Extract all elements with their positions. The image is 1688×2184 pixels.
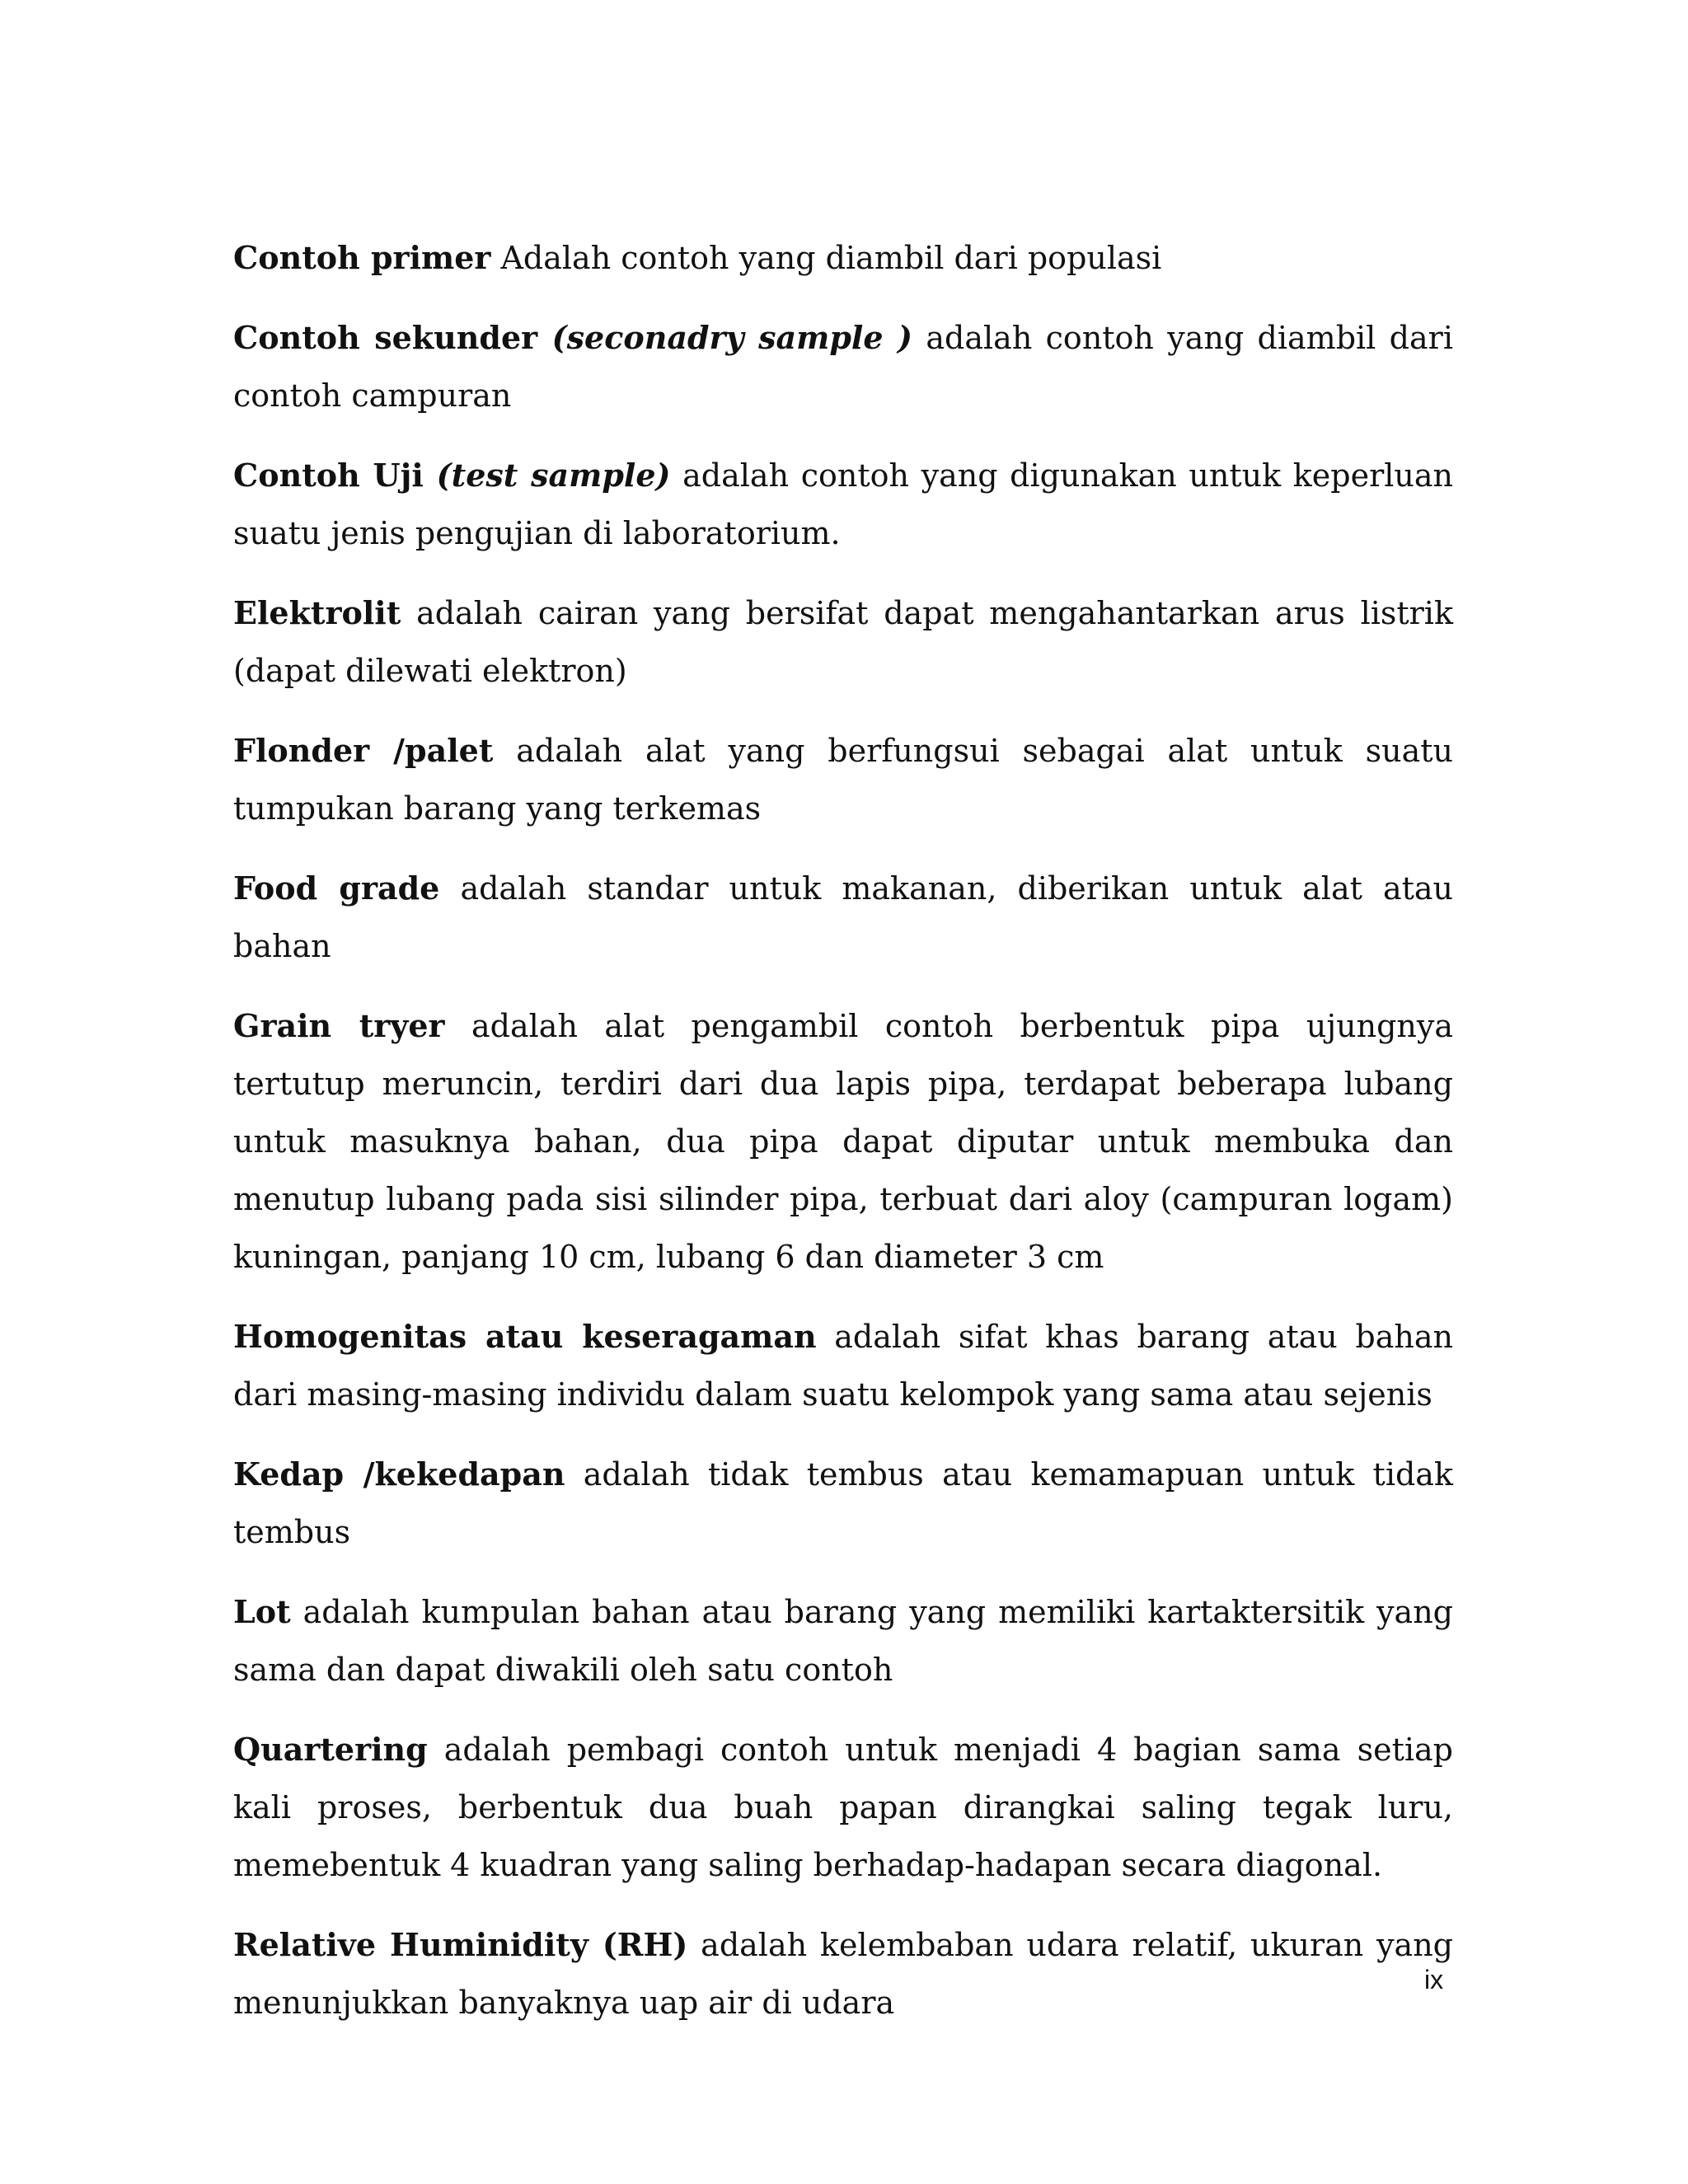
glossary-entry-elektrolit [233, 584, 1453, 700]
glossary-entry-quartering [233, 1721, 1453, 1894]
glossary-definition: adalah contoh yang digunakan untuk keperluan suatu jenis pengujian di laboratorium. [233, 457, 1453, 551]
glossary-definition: adalah sifat khas barang atau bahan dari masing-masing individu dalam suatu kelompok yang sama atau sejenis [233, 1319, 1453, 1413]
glossary-term: Contoh sekunder [233, 319, 552, 356]
glossary-entry-food-grade [233, 860, 1453, 975]
glossary-entry-contoh-sekunder [233, 309, 1453, 424]
glossary-term: Homogenitas atau keseragaman [233, 1318, 817, 1355]
glossary-definition: adalah kelembaban udara relatif, ukuran yang menunjukkan banyaknya uap air di udara [233, 1927, 1453, 2021]
glossary-definition: adalah cairan yang bersifat dapat mengahantarkan arus listrik (dapat dilewati elektron) [233, 595, 1453, 689]
glossary-entry-contoh-uji [233, 447, 1453, 562]
glossary-term: Contoh primer [233, 239, 491, 276]
glossary-definition: Adalah contoh yang diambil dari populasi [490, 240, 1162, 276]
glossary-term-italic: (seconadry sample ) [551, 319, 913, 356]
glossary-definition: adalah standar untuk makanan, diberikan untuk alat atau bahan [233, 870, 1453, 964]
glossary-entry-contoh-primer [233, 229, 1453, 287]
glossary-entry-relative-humidity [233, 1916, 1453, 2032]
glossary-term-italic: (test sample) [436, 457, 671, 494]
glossary [233, 229, 1453, 2054]
glossary-entry-lot [233, 1583, 1453, 1699]
page-number: ix [1424, 1965, 1444, 1994]
glossary-term: Kedap /kekedapan [233, 1455, 565, 1493]
glossary-term: Contoh Uji [233, 457, 437, 494]
glossary-definition: adalah kumpulan bahan atau barang yang memiliki kartaktersitik yang sama dan dapat diwakili oleh satu contoh [233, 1594, 1453, 1688]
glossary-term: Quartering [233, 1731, 428, 1768]
glossary-entry-flonder-palet [233, 722, 1453, 837]
glossary-entry-grain-tryer [233, 997, 1453, 1286]
glossary-entry-homogenitas [233, 1308, 1453, 1423]
glossary-definition: adalah alat yang berfungsui sebagai alat untuk suatu tumpukan barang yang terkemas [233, 733, 1453, 827]
glossary-definition: adalah alat pengambil contoh berbentuk pipa ujungnya tertutup meruncin, terdiri dari dua lapis pipa, terdapat beberapa lubang untuk masuknya bahan, dua pipa dapat diputar untuk membuka dan menutup lubang pada sisi silinder pipa, terbuat dari aloy (campuran logam) kuningan, panjang 10 cm, lubang 6 dan diameter 3 cm [233, 1008, 1454, 1275]
glossary-definition: adalah contoh yang diambil dari contoh campuran [233, 320, 1453, 414]
glossary-term: Relative Huminidity (RH) [233, 1926, 688, 1963]
glossary-term: Grain tryer [233, 1007, 445, 1044]
glossary-term: Elektrolit [233, 594, 401, 631]
glossary-entry-kedap [233, 1446, 1453, 1561]
glossary-term: Lot [233, 1593, 291, 1630]
glossary-definition: adalah pembagi contoh untuk menjadi 4 bagian sama setiap kali proses, berbentuk dua buah papan dirangkai saling tegak luru, memebentuk 4 kuadran yang saling berhadap-hadapan secara diagonal. [233, 1732, 1453, 1883]
glossary-term: Flonder /palet [233, 732, 494, 769]
glossary-definition: adalah tidak tembus atau kemamapuan untuk tidak tembus [233, 1456, 1453, 1550]
glossary-term: Food grade [233, 869, 440, 907]
